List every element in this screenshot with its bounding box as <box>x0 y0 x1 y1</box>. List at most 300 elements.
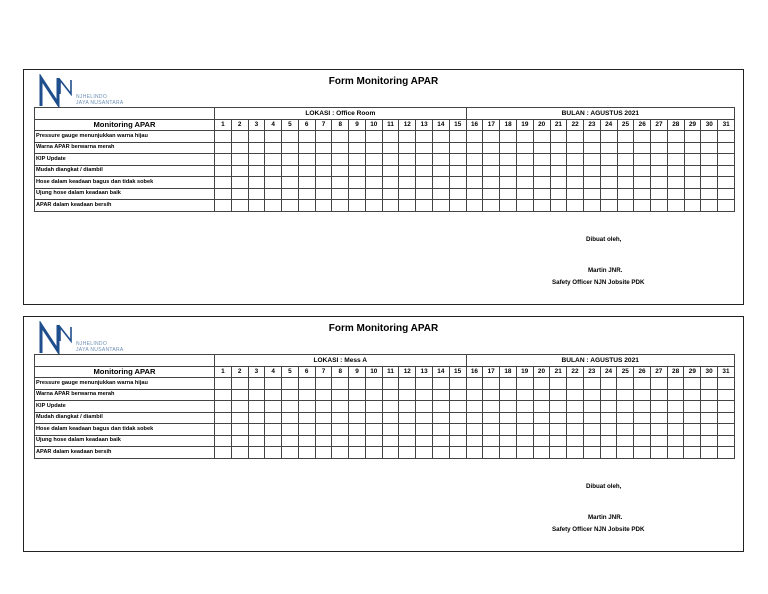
check-cell[interactable] <box>617 177 634 189</box>
check-cell[interactable] <box>667 165 684 177</box>
check-cell[interactable] <box>533 435 550 447</box>
check-cell[interactable] <box>533 177 550 189</box>
check-cell[interactable] <box>583 412 600 424</box>
check-cell[interactable] <box>466 188 483 200</box>
check-cell[interactable] <box>382 378 399 390</box>
check-cell[interactable] <box>584 154 601 166</box>
check-cell[interactable] <box>500 188 517 200</box>
check-cell[interactable] <box>382 447 399 459</box>
check-cell[interactable] <box>650 401 667 413</box>
check-cell[interactable] <box>600 177 617 189</box>
check-cell[interactable] <box>617 154 634 166</box>
check-cell[interactable] <box>365 165 382 177</box>
check-cell[interactable] <box>634 200 651 212</box>
check-cell[interactable] <box>399 401 416 413</box>
check-cell[interactable] <box>382 177 399 189</box>
check-cell[interactable] <box>667 200 684 212</box>
check-cell[interactable] <box>365 200 382 212</box>
check-cell[interactable] <box>399 200 416 212</box>
check-cell[interactable] <box>516 131 533 143</box>
check-cell[interactable] <box>634 188 651 200</box>
check-cell[interactable] <box>550 154 567 166</box>
check-cell[interactable] <box>667 188 684 200</box>
check-cell[interactable] <box>215 401 232 413</box>
check-cell[interactable] <box>483 424 500 436</box>
check-cell[interactable] <box>667 177 684 189</box>
check-cell[interactable] <box>684 389 701 401</box>
check-cell[interactable] <box>449 412 466 424</box>
check-cell[interactable] <box>634 447 651 459</box>
check-cell[interactable] <box>215 188 232 200</box>
check-cell[interactable] <box>617 435 634 447</box>
check-cell[interactable] <box>298 154 315 166</box>
check-cell[interactable] <box>550 389 567 401</box>
check-cell[interactable] <box>449 177 466 189</box>
check-cell[interactable] <box>701 131 718 143</box>
check-cell[interactable] <box>399 435 416 447</box>
check-cell[interactable] <box>500 200 517 212</box>
check-cell[interactable] <box>265 142 282 154</box>
check-cell[interactable] <box>516 435 533 447</box>
check-cell[interactable] <box>449 435 466 447</box>
check-cell[interactable] <box>701 177 718 189</box>
check-cell[interactable] <box>215 154 232 166</box>
check-cell[interactable] <box>500 447 517 459</box>
check-cell[interactable] <box>567 424 584 436</box>
check-cell[interactable] <box>600 447 617 459</box>
check-cell[interactable] <box>449 188 466 200</box>
check-cell[interactable] <box>516 165 533 177</box>
check-cell[interactable] <box>667 142 684 154</box>
check-cell[interactable] <box>684 401 701 413</box>
check-cell[interactable] <box>248 142 265 154</box>
check-cell[interactable] <box>231 200 248 212</box>
check-cell[interactable] <box>248 165 265 177</box>
check-cell[interactable] <box>248 378 265 390</box>
check-cell[interactable] <box>634 378 651 390</box>
check-cell[interactable] <box>667 378 684 390</box>
check-cell[interactable] <box>365 447 382 459</box>
check-cell[interactable] <box>651 188 668 200</box>
check-cell[interactable] <box>231 435 248 447</box>
check-cell[interactable] <box>399 412 416 424</box>
check-cell[interactable] <box>432 378 449 390</box>
check-cell[interactable] <box>231 131 248 143</box>
check-cell[interactable] <box>500 378 517 390</box>
check-cell[interactable] <box>382 154 399 166</box>
check-cell[interactable] <box>265 177 282 189</box>
check-cell[interactable] <box>332 188 349 200</box>
check-cell[interactable] <box>315 154 332 166</box>
check-cell[interactable] <box>298 389 315 401</box>
check-cell[interactable] <box>265 154 282 166</box>
check-cell[interactable] <box>399 188 416 200</box>
check-cell[interactable] <box>533 424 550 436</box>
check-cell[interactable] <box>684 165 701 177</box>
check-cell[interactable] <box>365 378 382 390</box>
check-cell[interactable] <box>282 401 299 413</box>
check-cell[interactable] <box>550 412 567 424</box>
check-cell[interactable] <box>332 435 349 447</box>
check-cell[interactable] <box>583 447 600 459</box>
check-cell[interactable] <box>231 188 248 200</box>
check-cell[interactable] <box>248 188 265 200</box>
check-cell[interactable] <box>449 142 466 154</box>
check-cell[interactable] <box>483 165 500 177</box>
check-cell[interactable] <box>634 435 651 447</box>
check-cell[interactable] <box>231 378 248 390</box>
check-cell[interactable] <box>701 401 718 413</box>
check-cell[interactable] <box>399 447 416 459</box>
check-cell[interactable] <box>651 142 668 154</box>
check-cell[interactable] <box>449 200 466 212</box>
check-cell[interactable] <box>701 447 718 459</box>
check-cell[interactable] <box>349 177 366 189</box>
check-cell[interactable] <box>416 165 433 177</box>
check-cell[interactable] <box>349 424 366 436</box>
check-cell[interactable] <box>449 378 466 390</box>
check-cell[interactable] <box>516 424 533 436</box>
check-cell[interactable] <box>684 435 701 447</box>
check-cell[interactable] <box>567 412 584 424</box>
check-cell[interactable] <box>365 188 382 200</box>
check-cell[interactable] <box>567 131 584 143</box>
check-cell[interactable] <box>215 447 232 459</box>
check-cell[interactable] <box>416 435 433 447</box>
check-cell[interactable] <box>416 131 433 143</box>
check-cell[interactable] <box>600 424 617 436</box>
check-cell[interactable] <box>349 142 366 154</box>
check-cell[interactable] <box>667 435 684 447</box>
check-cell[interactable] <box>617 131 634 143</box>
check-cell[interactable] <box>449 389 466 401</box>
check-cell[interactable] <box>483 378 500 390</box>
check-cell[interactable] <box>583 389 600 401</box>
check-cell[interactable] <box>634 177 651 189</box>
check-cell[interactable] <box>248 447 265 459</box>
check-cell[interactable] <box>466 131 483 143</box>
check-cell[interactable] <box>516 142 533 154</box>
check-cell[interactable] <box>567 154 584 166</box>
check-cell[interactable] <box>483 435 500 447</box>
check-cell[interactable] <box>550 424 567 436</box>
check-cell[interactable] <box>265 131 282 143</box>
check-cell[interactable] <box>500 389 517 401</box>
check-cell[interactable] <box>298 424 315 436</box>
check-cell[interactable] <box>365 424 382 436</box>
check-cell[interactable] <box>500 177 517 189</box>
check-cell[interactable] <box>349 154 366 166</box>
check-cell[interactable] <box>667 131 684 143</box>
check-cell[interactable] <box>717 447 734 459</box>
check-cell[interactable] <box>215 412 232 424</box>
check-cell[interactable] <box>382 131 399 143</box>
check-cell[interactable] <box>382 401 399 413</box>
check-cell[interactable] <box>231 447 248 459</box>
check-cell[interactable] <box>282 142 299 154</box>
check-cell[interactable] <box>282 389 299 401</box>
check-cell[interactable] <box>466 435 483 447</box>
check-cell[interactable] <box>432 412 449 424</box>
check-cell[interactable] <box>567 378 584 390</box>
check-cell[interactable] <box>248 424 265 436</box>
check-cell[interactable] <box>332 131 349 143</box>
check-cell[interactable] <box>466 142 483 154</box>
check-cell[interactable] <box>516 412 533 424</box>
check-cell[interactable] <box>365 154 382 166</box>
check-cell[interactable] <box>500 142 517 154</box>
check-cell[interactable] <box>533 131 550 143</box>
check-cell[interactable] <box>315 378 332 390</box>
check-cell[interactable] <box>684 142 701 154</box>
check-cell[interactable] <box>684 131 701 143</box>
check-cell[interactable] <box>717 435 734 447</box>
check-cell[interactable] <box>332 177 349 189</box>
check-cell[interactable] <box>265 424 282 436</box>
check-cell[interactable] <box>567 447 584 459</box>
check-cell[interactable] <box>634 424 651 436</box>
check-cell[interactable] <box>550 165 567 177</box>
check-cell[interactable] <box>600 389 617 401</box>
check-cell[interactable] <box>432 447 449 459</box>
check-cell[interactable] <box>717 378 734 390</box>
check-cell[interactable] <box>349 188 366 200</box>
check-cell[interactable] <box>416 188 433 200</box>
check-cell[interactable] <box>332 200 349 212</box>
check-cell[interactable] <box>718 142 735 154</box>
check-cell[interactable] <box>701 435 718 447</box>
check-cell[interactable] <box>382 412 399 424</box>
check-cell[interactable] <box>282 447 299 459</box>
check-cell[interactable] <box>432 389 449 401</box>
check-cell[interactable] <box>567 401 584 413</box>
check-cell[interactable] <box>617 165 634 177</box>
check-cell[interactable] <box>365 131 382 143</box>
check-cell[interactable] <box>617 389 634 401</box>
check-cell[interactable] <box>600 378 617 390</box>
check-cell[interactable] <box>315 188 332 200</box>
check-cell[interactable] <box>349 131 366 143</box>
check-cell[interactable] <box>600 412 617 424</box>
check-cell[interactable] <box>533 389 550 401</box>
check-cell[interactable] <box>617 424 634 436</box>
check-cell[interactable] <box>483 177 500 189</box>
check-cell[interactable] <box>533 188 550 200</box>
check-cell[interactable] <box>365 142 382 154</box>
check-cell[interactable] <box>248 200 265 212</box>
check-cell[interactable] <box>349 412 366 424</box>
check-cell[interactable] <box>416 154 433 166</box>
check-cell[interactable] <box>718 177 735 189</box>
check-cell[interactable] <box>466 200 483 212</box>
check-cell[interactable] <box>584 188 601 200</box>
check-cell[interactable] <box>651 131 668 143</box>
check-cell[interactable] <box>684 200 701 212</box>
check-cell[interactable] <box>215 378 232 390</box>
check-cell[interactable] <box>466 177 483 189</box>
check-cell[interactable] <box>231 165 248 177</box>
check-cell[interactable] <box>349 165 366 177</box>
check-cell[interactable] <box>550 447 567 459</box>
check-cell[interactable] <box>600 165 617 177</box>
check-cell[interactable] <box>650 447 667 459</box>
check-cell[interactable] <box>382 165 399 177</box>
check-cell[interactable] <box>265 188 282 200</box>
check-cell[interactable] <box>567 200 584 212</box>
check-cell[interactable] <box>432 131 449 143</box>
check-cell[interactable] <box>483 447 500 459</box>
check-cell[interactable] <box>248 154 265 166</box>
check-cell[interactable] <box>399 154 416 166</box>
check-cell[interactable] <box>315 142 332 154</box>
check-cell[interactable] <box>215 435 232 447</box>
check-cell[interactable] <box>684 177 701 189</box>
check-cell[interactable] <box>332 424 349 436</box>
check-cell[interactable] <box>248 389 265 401</box>
check-cell[interactable] <box>483 389 500 401</box>
check-cell[interactable] <box>617 401 634 413</box>
check-cell[interactable] <box>584 177 601 189</box>
check-cell[interactable] <box>466 401 483 413</box>
check-cell[interactable] <box>617 378 634 390</box>
check-cell[interactable] <box>717 401 734 413</box>
check-cell[interactable] <box>298 401 315 413</box>
check-cell[interactable] <box>282 435 299 447</box>
check-cell[interactable] <box>500 424 517 436</box>
check-cell[interactable] <box>399 165 416 177</box>
check-cell[interactable] <box>466 447 483 459</box>
check-cell[interactable] <box>416 200 433 212</box>
check-cell[interactable] <box>298 177 315 189</box>
check-cell[interactable] <box>617 188 634 200</box>
check-cell[interactable] <box>265 378 282 390</box>
check-cell[interactable] <box>550 188 567 200</box>
check-cell[interactable] <box>382 142 399 154</box>
check-cell[interactable] <box>600 142 617 154</box>
check-cell[interactable] <box>600 154 617 166</box>
check-cell[interactable] <box>718 131 735 143</box>
check-cell[interactable] <box>500 154 517 166</box>
check-cell[interactable] <box>416 412 433 424</box>
check-cell[interactable] <box>584 142 601 154</box>
check-cell[interactable] <box>231 154 248 166</box>
check-cell[interactable] <box>265 401 282 413</box>
check-cell[interactable] <box>315 435 332 447</box>
check-cell[interactable] <box>449 131 466 143</box>
check-cell[interactable] <box>365 389 382 401</box>
check-cell[interactable] <box>684 424 701 436</box>
check-cell[interactable] <box>667 424 684 436</box>
check-cell[interactable] <box>466 378 483 390</box>
check-cell[interactable] <box>650 378 667 390</box>
check-cell[interactable] <box>382 435 399 447</box>
check-cell[interactable] <box>365 177 382 189</box>
check-cell[interactable] <box>231 177 248 189</box>
check-cell[interactable] <box>382 424 399 436</box>
check-cell[interactable] <box>248 401 265 413</box>
check-cell[interactable] <box>684 188 701 200</box>
check-cell[interactable] <box>550 177 567 189</box>
check-cell[interactable] <box>449 165 466 177</box>
check-cell[interactable] <box>701 142 718 154</box>
check-cell[interactable] <box>583 401 600 413</box>
check-cell[interactable] <box>349 200 366 212</box>
check-cell[interactable] <box>483 154 500 166</box>
check-cell[interactable] <box>416 142 433 154</box>
check-cell[interactable] <box>667 401 684 413</box>
check-cell[interactable] <box>600 131 617 143</box>
check-cell[interactable] <box>550 435 567 447</box>
check-cell[interactable] <box>432 177 449 189</box>
check-cell[interactable] <box>298 447 315 459</box>
check-cell[interactable] <box>349 389 366 401</box>
check-cell[interactable] <box>516 154 533 166</box>
check-cell[interactable] <box>231 424 248 436</box>
check-cell[interactable] <box>567 389 584 401</box>
check-cell[interactable] <box>315 447 332 459</box>
check-cell[interactable] <box>667 154 684 166</box>
check-cell[interactable] <box>349 447 366 459</box>
check-cell[interactable] <box>651 177 668 189</box>
check-cell[interactable] <box>449 154 466 166</box>
check-cell[interactable] <box>449 447 466 459</box>
check-cell[interactable] <box>483 188 500 200</box>
check-cell[interactable] <box>265 389 282 401</box>
check-cell[interactable] <box>718 154 735 166</box>
check-cell[interactable] <box>550 131 567 143</box>
check-cell[interactable] <box>701 154 718 166</box>
check-cell[interactable] <box>516 389 533 401</box>
check-cell[interactable] <box>432 424 449 436</box>
check-cell[interactable] <box>382 389 399 401</box>
check-cell[interactable] <box>583 424 600 436</box>
check-cell[interactable] <box>399 389 416 401</box>
check-cell[interactable] <box>365 435 382 447</box>
check-cell[interactable] <box>282 154 299 166</box>
check-cell[interactable] <box>600 401 617 413</box>
check-cell[interactable] <box>718 200 735 212</box>
check-cell[interactable] <box>265 412 282 424</box>
check-cell[interactable] <box>483 131 500 143</box>
check-cell[interactable] <box>282 200 299 212</box>
check-cell[interactable] <box>651 154 668 166</box>
check-cell[interactable] <box>231 401 248 413</box>
check-cell[interactable] <box>617 142 634 154</box>
check-cell[interactable] <box>500 401 517 413</box>
check-cell[interactable] <box>215 131 232 143</box>
check-cell[interactable] <box>701 389 718 401</box>
check-cell[interactable] <box>332 389 349 401</box>
check-cell[interactable] <box>483 200 500 212</box>
check-cell[interactable] <box>332 412 349 424</box>
check-cell[interactable] <box>298 435 315 447</box>
check-cell[interactable] <box>650 435 667 447</box>
check-cell[interactable] <box>315 401 332 413</box>
check-cell[interactable] <box>684 412 701 424</box>
check-cell[interactable] <box>650 424 667 436</box>
check-cell[interactable] <box>701 412 718 424</box>
check-cell[interactable] <box>634 131 651 143</box>
check-cell[interactable] <box>600 188 617 200</box>
check-cell[interactable] <box>567 165 584 177</box>
check-cell[interactable] <box>416 447 433 459</box>
check-cell[interactable] <box>533 154 550 166</box>
check-cell[interactable] <box>416 389 433 401</box>
check-cell[interactable] <box>550 200 567 212</box>
check-cell[interactable] <box>399 131 416 143</box>
check-cell[interactable] <box>382 200 399 212</box>
check-cell[interactable] <box>265 165 282 177</box>
